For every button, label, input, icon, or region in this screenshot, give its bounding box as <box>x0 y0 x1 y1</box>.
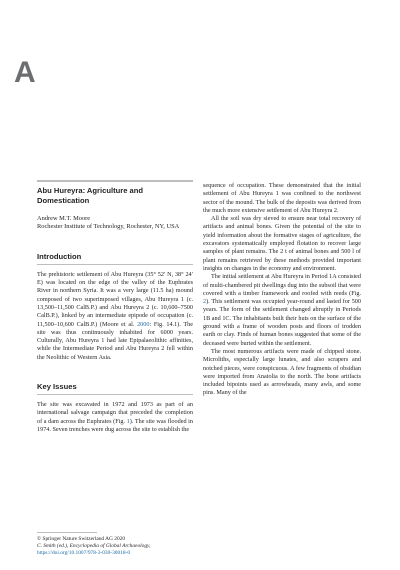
key-text-a: The site was excavated in 1972 and 1973 as part of an international salvage campaign that preceded the completion of a dam across the Euphrates (Fig. <box>37 401 193 425</box>
key-issues-paragraph <box>37 401 193 434</box>
introduction-paragraph <box>37 271 193 362</box>
key-text-b: ). The site was flooded in 1974. Seven trenches were dug across the site to establish the <box>37 417 193 433</box>
author-block <box>37 215 193 232</box>
left-column <box>37 180 193 434</box>
right-paragraph-2: All the soil was dry sieved to ensure near total recovery of artifacts and animal bones. Given the potential of the site to yield information about the formative stages of agriculture, the excavators systematically employed flotation to recover large samples of plant remains. The 2 t of animal bones and 500 l of plant remains retrieved by these methods provided important insights on changes in the economy and environment. <box>203 215 361 272</box>
footer-rule <box>37 532 97 533</box>
footer-doi-link[interactable]: https://doi.org/10.1007/978-3-030-30018-0 <box>37 550 131 556</box>
intro-text-b: : Fig. 14.1). The site was thus continuously inhabited for 6000 years. Culturally, Abu Hureyra 1 had late Epipalaeolithic affinities, while the Intermediate Period and Abu Hureyra 2 fell within the Neolithic of Western Asia. <box>37 320 193 361</box>
right-paragraph-4: The most numerous artifacts were made of chipped stone. Microliths, especially large lunates, and also scrapers and notched pieces, were conspicuous. A few fragments of obsidian were imported from Anatolia to the north. The bone artifacts included bipoints used as arrowheads, many awls, and some pins. Many of the <box>203 347 361 397</box>
key-issues-heading-text: Key Issues <box>37 382 77 392</box>
right-column <box>203 182 361 398</box>
footer-copyright: © Springer Nature Switzerland AG 2020 <box>37 536 126 542</box>
right-p3-text-a: The initial settlement at Abu Hureyra in Period 1A consisted of multi-chambered pit dwellings dug into the subsoil that were covered with a timber framework and roofed with reeds (Fig. <box>203 273 361 297</box>
intro-text-a: The prehistoric settlement of Abu Hureyra (35° 52′ N, 38° 24′ E) was located on the edge of the valley of the Euphrates River in northern Syria. It was a very large (11.5 ha) mound composed of two superimposed villages, Abu Hureyra 1 (c. 13,500–11,500 CalB.P.) and Abu Hureyra 2 (c. 10,600–7500 CalB.P.), linked by an intermediate epipode of occupation (c. 11,500–10,600 CalB.P.) (Moore et al. <box>37 270 193 328</box>
introduction-rule <box>37 264 193 265</box>
right-paragraph-1: sequence of occupation. These demonstrated that the initial settlement of Abu Hureyra 1 was confined to the northwest sector of the mound. The bulk of the deposits was derived from the much more extensive settlement of Abu Hureyra 2. <box>203 182 361 214</box>
ref-link-fig2[interactable]: 2 <box>203 298 207 306</box>
introduction-heading <box>37 252 193 265</box>
page-footer <box>37 532 193 557</box>
article-title: Abu Hureyra: Agriculture and Domestication <box>37 186 144 205</box>
key-issues-heading <box>37 382 193 395</box>
section-letter: A <box>14 56 36 89</box>
right-paragraph-3 <box>203 273 361 348</box>
footer-citation: C. Smith (ed.), Encyclopedia of Global Archaeology, <box>37 543 151 549</box>
ref-link-2000[interactable]: 2000 <box>137 320 150 328</box>
ref-link-fig1[interactable]: 1 <box>126 417 130 425</box>
author-name: Andrew M.T. Moore <box>37 215 91 222</box>
right-p3-text-b: ). This settlement was occupied year-round and lasted for 500 years. The form of the settlement changed abruptly in Periods 1B and 1C. The inhabitants built their huts on the surface of the ground with a frame of wooden posts and floors of trodden earth or clay. Finds of human bones suggested that some of the deceased were buried within the settlement. <box>203 298 361 347</box>
introduction-heading-text: Introduction <box>37 251 82 261</box>
key-issues-rule <box>37 394 193 395</box>
title-rule <box>37 180 193 182</box>
author-affiliation: Rochester Institute of Technology, Rochester, NY, USA <box>37 223 180 231</box>
